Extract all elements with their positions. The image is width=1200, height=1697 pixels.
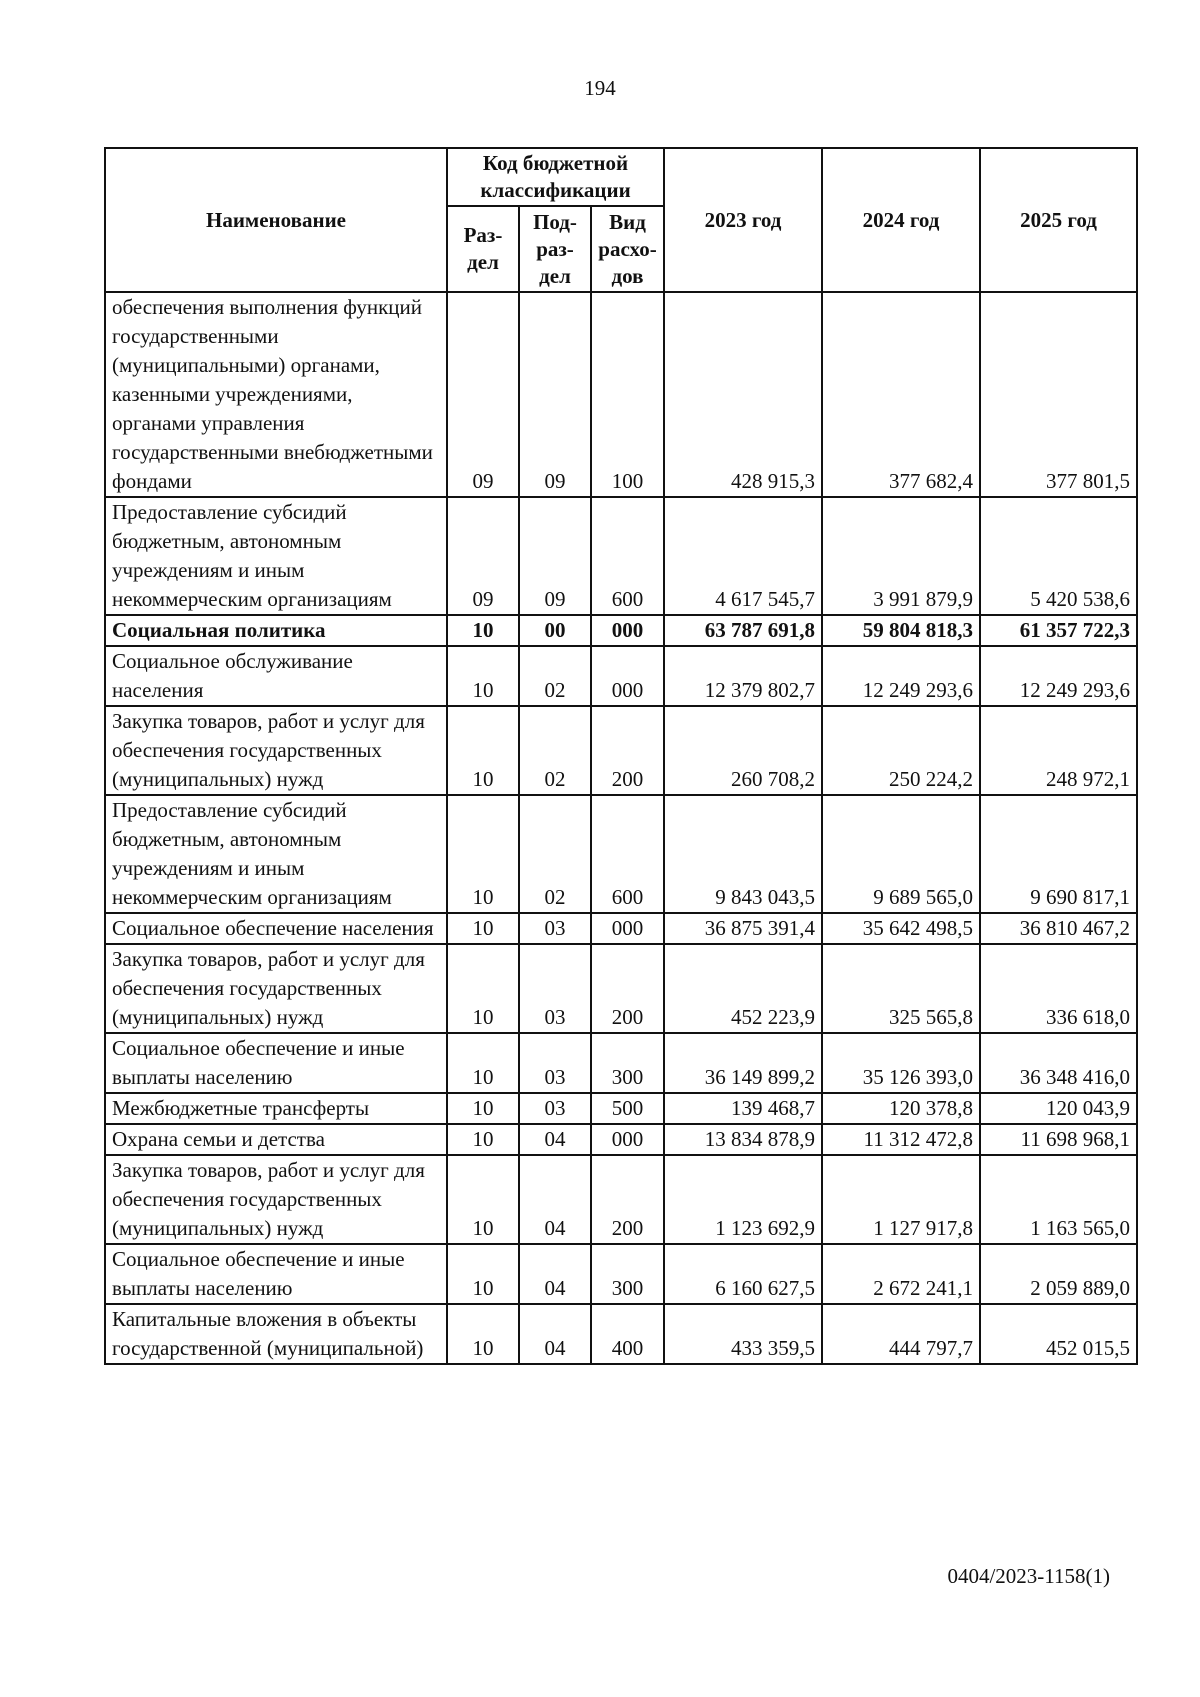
row-2023: 433 359,5 — [664, 1304, 822, 1364]
row-type: 300 — [591, 1244, 664, 1304]
row-2024: 12 249 293,6 — [822, 646, 980, 706]
row-section: 10 — [447, 1244, 519, 1304]
row-name: Капитальные вложения в объекты государственной (муниципальной) — [105, 1304, 447, 1364]
row-2025: 336 618,0 — [980, 944, 1137, 1033]
row-2024: 250 224,2 — [822, 706, 980, 795]
row-2024: 59 804 818,3 — [822, 615, 980, 646]
row-section: 09 — [447, 292, 519, 497]
row-subsection: 02 — [519, 795, 591, 913]
header-code-group: Код бюджетной классификации — [447, 148, 664, 206]
row-2025: 120 043,9 — [980, 1093, 1137, 1124]
table-row — [105, 706, 1137, 795]
row-2024: 3 991 879,9 — [822, 497, 980, 615]
row-section: 10 — [447, 1155, 519, 1244]
row-name: Социальное обслуживание населения — [105, 646, 447, 706]
row-name: Закупка товаров, работ и услуг для обеспечения государственных (муниципальных) нужд — [105, 944, 447, 1033]
table-row — [105, 1093, 1137, 1124]
table-row — [105, 795, 1137, 913]
table-row — [105, 615, 1137, 646]
row-subsection: 09 — [519, 292, 591, 497]
row-2023: 63 787 691,8 — [664, 615, 822, 646]
table-row — [105, 1244, 1137, 1304]
header-name: Наименование — [105, 148, 447, 292]
row-2025: 2 059 889,0 — [980, 1244, 1137, 1304]
budget-table — [104, 147, 1138, 1365]
row-name: Охрана семьи и детства — [105, 1124, 447, 1155]
row-type: 600 — [591, 795, 664, 913]
row-section: 10 — [447, 944, 519, 1033]
row-section: 10 — [447, 615, 519, 646]
row-name: Социальная политика — [105, 615, 447, 646]
row-2024: 444 797,7 — [822, 1304, 980, 1364]
row-type: 000 — [591, 1124, 664, 1155]
row-2025: 36 810 467,2 — [980, 913, 1137, 944]
row-subsection: 00 — [519, 615, 591, 646]
row-subsection: 03 — [519, 1093, 591, 1124]
row-2023: 260 708,2 — [664, 706, 822, 795]
header-subsection: Под- раз- дел — [519, 206, 591, 292]
document-id: 0404/2023-1158(1) — [947, 1564, 1110, 1588]
table-row — [105, 1155, 1137, 1244]
row-subsection: 04 — [519, 1244, 591, 1304]
row-2025: 61 357 722,3 — [980, 615, 1137, 646]
row-2025: 1 163 565,0 — [980, 1155, 1137, 1244]
row-2024: 120 378,8 — [822, 1093, 980, 1124]
row-2025: 452 015,5 — [980, 1304, 1137, 1364]
row-type: 500 — [591, 1093, 664, 1124]
row-2023: 36 875 391,4 — [664, 913, 822, 944]
row-name: обеспечения выполнения функций государственными (муниципальными) органами, казенными учреждениями, органами управления государственными внебюджетными фондами — [105, 292, 447, 497]
row-2023: 12 379 802,7 — [664, 646, 822, 706]
table-row — [105, 646, 1137, 706]
header-2024: 2024 год — [822, 148, 980, 292]
row-2024: 2 672 241,1 — [822, 1244, 980, 1304]
row-type: 600 — [591, 497, 664, 615]
row-2023: 428 915,3 — [664, 292, 822, 497]
row-type: 000 — [591, 615, 664, 646]
table-header — [105, 148, 1137, 292]
row-2024: 377 682,4 — [822, 292, 980, 497]
row-2023: 452 223,9 — [664, 944, 822, 1033]
row-name: Предоставление субсидий бюджетным, автономным учреждениям и иным некоммерческим организациям — [105, 497, 447, 615]
row-2024: 325 565,8 — [822, 944, 980, 1033]
row-section: 10 — [447, 1304, 519, 1364]
row-2024: 35 642 498,5 — [822, 913, 980, 944]
row-section: 10 — [447, 646, 519, 706]
row-2025: 377 801,5 — [980, 292, 1137, 497]
row-type: 200 — [591, 944, 664, 1033]
header-2023: 2023 год — [664, 148, 822, 292]
row-2024: 1 127 917,8 — [822, 1155, 980, 1244]
table-row — [105, 913, 1137, 944]
table-row — [105, 944, 1137, 1033]
row-2025: 11 698 968,1 — [980, 1124, 1137, 1155]
row-2024: 35 126 393,0 — [822, 1033, 980, 1093]
table-row — [105, 1304, 1137, 1364]
header-expense-type: Вид расхо- дов — [591, 206, 664, 292]
row-2024: 9 689 565,0 — [822, 795, 980, 913]
row-subsection: 03 — [519, 1033, 591, 1093]
row-subsection: 02 — [519, 646, 591, 706]
header-2025: 2025 год — [980, 148, 1137, 292]
table-row — [105, 292, 1137, 497]
header-section: Раз- дел — [447, 206, 519, 292]
row-2025: 248 972,1 — [980, 706, 1137, 795]
row-type: 200 — [591, 706, 664, 795]
row-section: 10 — [447, 913, 519, 944]
row-subsection: 04 — [519, 1155, 591, 1244]
row-2025: 5 420 538,6 — [980, 497, 1137, 615]
row-section: 10 — [447, 795, 519, 913]
row-2025: 36 348 416,0 — [980, 1033, 1137, 1093]
row-type: 300 — [591, 1033, 664, 1093]
table-row — [105, 1124, 1137, 1155]
row-name: Предоставление субсидий бюджетным, автономным учреждениям и иным некоммерческим организациям — [105, 795, 447, 913]
row-section: 09 — [447, 497, 519, 615]
row-type: 000 — [591, 913, 664, 944]
row-2025: 12 249 293,6 — [980, 646, 1137, 706]
row-type: 200 — [591, 1155, 664, 1244]
row-subsection: 09 — [519, 497, 591, 615]
row-2023: 13 834 878,9 — [664, 1124, 822, 1155]
row-section: 10 — [447, 706, 519, 795]
row-subsection: 04 — [519, 1124, 591, 1155]
row-2023: 139 468,7 — [664, 1093, 822, 1124]
row-type: 000 — [591, 646, 664, 706]
row-2024: 11 312 472,8 — [822, 1124, 980, 1155]
row-name: Межбюджетные трансферты — [105, 1093, 447, 1124]
row-section: 10 — [447, 1124, 519, 1155]
row-type: 400 — [591, 1304, 664, 1364]
row-2025: 9 690 817,1 — [980, 795, 1137, 913]
row-2023: 4 617 545,7 — [664, 497, 822, 615]
row-name: Закупка товаров, работ и услуг для обеспечения государственных (муниципальных) нужд — [105, 1155, 447, 1244]
row-name: Социальное обеспечение и иные выплаты населению — [105, 1033, 447, 1093]
row-section: 10 — [447, 1093, 519, 1124]
row-section: 10 — [447, 1033, 519, 1093]
table-row — [105, 497, 1137, 615]
table-row — [105, 1033, 1137, 1093]
row-name: Социальное обеспечение населения — [105, 913, 447, 944]
page-number: 194 — [584, 76, 616, 100]
table-body — [105, 292, 1137, 1364]
row-2023: 9 843 043,5 — [664, 795, 822, 913]
row-2023: 1 123 692,9 — [664, 1155, 822, 1244]
row-type: 100 — [591, 292, 664, 497]
row-name: Социальное обеспечение и иные выплаты населению — [105, 1244, 447, 1304]
row-name: Закупка товаров, работ и услуг для обеспечения государственных (муниципальных) нужд — [105, 706, 447, 795]
row-2023: 36 149 899,2 — [664, 1033, 822, 1093]
row-subsection: 04 — [519, 1304, 591, 1364]
row-subsection: 02 — [519, 706, 591, 795]
row-subsection: 03 — [519, 913, 591, 944]
row-2023: 6 160 627,5 — [664, 1244, 822, 1304]
row-subsection: 03 — [519, 944, 591, 1033]
